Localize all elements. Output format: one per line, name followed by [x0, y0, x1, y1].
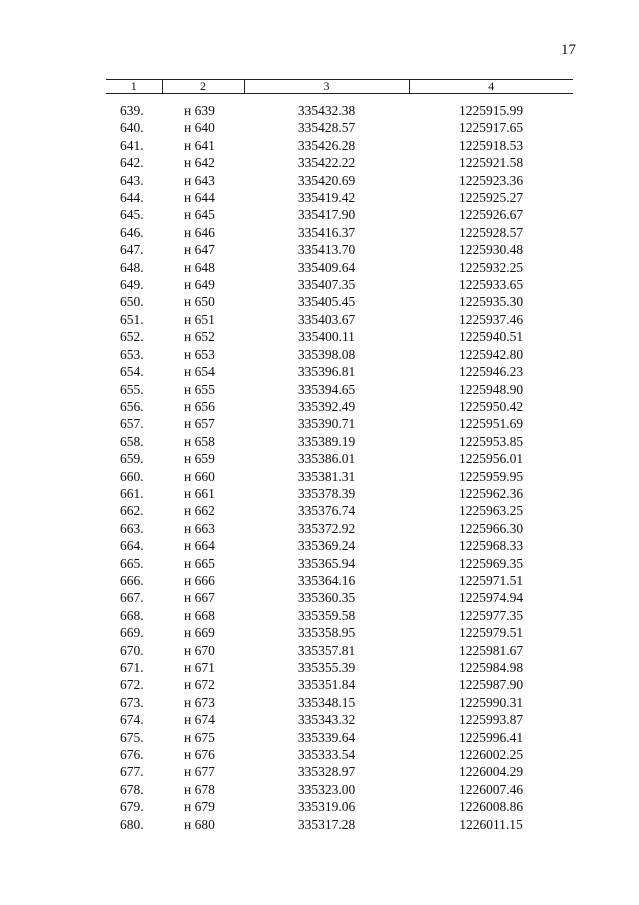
point-index: 643. [120, 172, 144, 188]
table-row [106, 206, 573, 223]
coord-y: 1225930.48 [458, 242, 524, 258]
table-row [106, 676, 573, 693]
coord-y: 1225940.51 [458, 329, 524, 345]
point-label: н 643 [184, 172, 215, 188]
point-index: 659. [120, 451, 144, 467]
coord-x: 335396.81 [297, 364, 356, 380]
point-index: 667. [120, 590, 144, 606]
coord-y: 1225977.35 [458, 607, 524, 623]
table-row [106, 189, 573, 206]
point-index: 648. [120, 259, 144, 275]
coord-x: 335343.32 [297, 712, 356, 728]
table-row [106, 346, 573, 363]
header-col-2: 2 [162, 80, 244, 94]
coord-y: 1225921.58 [458, 155, 524, 171]
point-label: н 646 [184, 224, 215, 240]
point-index: 661. [120, 485, 144, 501]
table-row [106, 224, 573, 241]
point-label: н 670 [184, 642, 215, 658]
coord-y: 1225996.41 [458, 729, 524, 745]
point-index: 651. [120, 311, 144, 327]
coord-y: 1225942.80 [458, 346, 524, 362]
table-row [106, 798, 573, 815]
point-label: н 669 [184, 625, 215, 641]
table-row [106, 746, 573, 763]
coord-y: 1226004.29 [458, 764, 524, 780]
point-label: н 656 [184, 398, 215, 414]
point-index: 660. [120, 468, 144, 484]
coord-y: 1226007.46 [458, 781, 524, 797]
coord-y: 1225932.25 [458, 259, 524, 275]
table-row [106, 537, 573, 554]
point-label: н 663 [184, 520, 215, 536]
coord-x: 335364.16 [297, 572, 356, 588]
coord-y: 1225969.35 [458, 555, 524, 571]
coord-y: 1225959.95 [458, 468, 524, 484]
point-index: 652. [120, 329, 144, 345]
coord-x: 335359.58 [297, 607, 356, 623]
table-row [106, 172, 573, 189]
header-col-4: 4 [409, 80, 573, 94]
coord-x: 335386.01 [297, 451, 356, 467]
point-label: н 647 [184, 242, 215, 258]
page-number: 17 [561, 42, 576, 58]
point-index: 650. [120, 294, 144, 310]
point-label: н 672 [184, 677, 215, 693]
point-label: н 658 [184, 433, 215, 449]
coord-x: 335417.90 [297, 207, 356, 223]
coord-y: 1225981.67 [458, 642, 524, 658]
coord-x: 335369.24 [297, 538, 356, 554]
coord-x: 335328.97 [297, 764, 356, 780]
point-label: н 650 [184, 294, 215, 310]
point-label: н 655 [184, 381, 215, 397]
point-label: н 677 [184, 764, 215, 780]
coord-x: 335376.74 [297, 503, 356, 519]
point-index: 673. [120, 694, 144, 710]
table-row [106, 468, 573, 485]
coord-y: 1226002.25 [458, 747, 524, 763]
table-row [106, 293, 573, 310]
point-label: н 652 [184, 329, 215, 345]
coord-y: 1225979.51 [458, 625, 524, 641]
table-row [106, 711, 573, 728]
point-label: н 651 [184, 311, 215, 327]
coord-x: 335360.35 [297, 590, 356, 606]
coord-x: 335323.00 [297, 781, 356, 797]
point-index: 669. [120, 625, 144, 641]
table-row [106, 259, 573, 276]
coord-x: 335348.15 [297, 694, 356, 710]
coord-x: 335392.49 [297, 398, 356, 414]
coord-y: 1225953.85 [458, 433, 524, 449]
point-index: 675. [120, 729, 144, 745]
coordinates-table [106, 79, 573, 833]
coord-y: 1225968.33 [458, 538, 524, 554]
coord-y: 1225933.65 [458, 277, 524, 293]
table-row [106, 276, 573, 293]
table-row [106, 433, 573, 450]
coord-y: 1225948.90 [458, 381, 524, 397]
coord-y: 1225915.99 [458, 103, 524, 118]
point-label: н 660 [184, 468, 215, 484]
coord-x: 335398.08 [297, 346, 356, 362]
point-label: н 659 [184, 451, 215, 467]
point-label: н 653 [184, 346, 215, 362]
table-row [106, 729, 573, 746]
table-row [106, 694, 573, 711]
coord-y: 1225928.57 [458, 224, 524, 240]
coord-y: 1225984.98 [458, 660, 524, 675]
point-label: н 679 [184, 799, 215, 815]
table-row [106, 589, 573, 606]
point-index: 639. [120, 103, 144, 118]
table-header [106, 80, 573, 94]
point-index: 653. [120, 346, 144, 362]
coord-x: 335319.06 [297, 799, 356, 815]
point-index: 655. [120, 381, 144, 397]
table-row [106, 572, 573, 589]
table-row [106, 381, 573, 398]
point-label: н 639 [184, 103, 215, 118]
table-row [106, 607, 573, 624]
coord-x: 335389.19 [297, 433, 356, 449]
point-index: 674. [120, 712, 144, 728]
point-label: н 668 [184, 607, 215, 623]
coord-x: 335358.95 [297, 625, 356, 641]
table-row [106, 311, 573, 328]
point-index: 644. [120, 190, 144, 206]
point-index: 658. [120, 433, 144, 449]
coord-y: 1225937.46 [458, 311, 524, 327]
point-index: 668. [120, 607, 144, 623]
coord-x: 335403.67 [297, 311, 356, 327]
point-label: н 642 [184, 155, 215, 171]
coord-y: 1225987.90 [458, 677, 524, 693]
coord-x: 335365.94 [297, 555, 356, 571]
coord-y: 1225963.25 [458, 503, 524, 519]
point-label: н 667 [184, 590, 215, 606]
point-index: 645. [120, 207, 144, 223]
point-label: н 654 [184, 364, 215, 380]
point-index: 678. [120, 781, 144, 797]
table-row [106, 659, 573, 676]
table-row [106, 94, 573, 120]
coord-y: 1225951.69 [458, 416, 524, 432]
point-label: н 665 [184, 555, 215, 571]
point-index: 664. [120, 538, 144, 554]
coord-x: 335413.70 [297, 242, 356, 258]
coord-y: 1225918.53 [458, 137, 524, 153]
table-row [106, 502, 573, 519]
point-index: 665. [120, 555, 144, 571]
point-label: н 675 [184, 729, 215, 745]
point-label: н 662 [184, 503, 215, 519]
table-row [106, 137, 573, 154]
point-label: н 648 [184, 259, 215, 275]
point-index: 647. [120, 242, 144, 258]
coord-x: 335422.22 [297, 155, 356, 171]
coord-y: 1225956.01 [458, 451, 524, 467]
coord-x: 335426.28 [297, 137, 356, 153]
coord-y: 1225971.51 [458, 572, 524, 588]
table-body [106, 94, 573, 834]
coord-x: 335351.84 [297, 677, 356, 693]
point-index: 656. [120, 398, 144, 414]
point-label: н 666 [184, 572, 215, 588]
point-label: н 664 [184, 538, 215, 554]
table-row [106, 328, 573, 345]
coord-y: 1226011.15 [459, 816, 523, 832]
coord-x: 335394.65 [297, 381, 356, 397]
point-index: 641. [120, 137, 144, 153]
point-index: 677. [120, 764, 144, 780]
coord-x: 335407.35 [297, 277, 356, 293]
point-label: н 661 [184, 485, 215, 501]
point-index: 649. [120, 277, 144, 293]
coord-x: 335420.69 [297, 172, 356, 188]
coord-y: 1225993.87 [458, 712, 524, 728]
coord-y: 1225923.36 [458, 172, 524, 188]
point-index: 679. [120, 799, 144, 815]
coord-y: 1225926.67 [458, 207, 524, 223]
table-row [106, 781, 573, 798]
coord-x: 335409.64 [297, 259, 356, 275]
coord-x: 335400.11 [298, 329, 355, 345]
point-index: 671. [120, 660, 144, 675]
coord-x: 335428.57 [297, 120, 356, 136]
coord-x: 335357.81 [297, 642, 356, 658]
header-col-3: 3 [244, 80, 409, 94]
coord-y: 1225925.27 [458, 190, 524, 206]
point-index: 676. [120, 747, 144, 763]
table-row [106, 763, 573, 780]
point-label: н 674 [184, 712, 215, 728]
coord-x: 335372.92 [297, 520, 356, 536]
point-index: 657. [120, 416, 144, 432]
coord-x: 335339.64 [297, 729, 356, 745]
point-label: н 657 [184, 416, 215, 432]
table-row [106, 555, 573, 572]
point-index: 670. [120, 642, 144, 658]
point-label: н 678 [184, 781, 215, 797]
coord-y: 1225917.65 [458, 120, 524, 136]
table-row [106, 241, 573, 258]
coord-y: 1225974.94 [458, 590, 524, 606]
table-row [106, 119, 573, 136]
point-index: 654. [120, 364, 144, 380]
header-col-1: 1 [106, 80, 162, 94]
point-label: н 644 [184, 190, 215, 206]
coord-y: 1225962.36 [458, 485, 524, 501]
coord-x: 335381.31 [297, 468, 356, 484]
coord-y: 1225950.42 [458, 398, 524, 414]
coord-x: 335333.54 [297, 747, 356, 763]
point-label: н 676 [184, 747, 215, 763]
point-index: 640. [120, 120, 144, 136]
point-index: 672. [120, 677, 144, 693]
point-index: 646. [120, 224, 144, 240]
point-label: н 673 [184, 694, 215, 710]
header-row [106, 80, 573, 94]
point-label: н 641 [184, 137, 215, 153]
table-row [106, 816, 573, 833]
coord-x: 335378.39 [297, 485, 356, 501]
table-row [106, 520, 573, 537]
coord-x: 335390.71 [297, 416, 356, 432]
point-label: н 645 [184, 207, 215, 223]
point-index: 663. [120, 520, 144, 536]
coord-x: 335405.45 [297, 294, 356, 310]
table-row [106, 485, 573, 502]
coord-y: 1225946.23 [458, 364, 524, 380]
point-index: 666. [120, 572, 144, 588]
coord-x: 335419.42 [297, 190, 356, 206]
point-label: н 671 [184, 660, 215, 675]
coord-y: 1225990.31 [458, 694, 524, 710]
point-label: н 680 [184, 816, 215, 832]
table-row [106, 450, 573, 467]
table-row [106, 642, 573, 659]
table-row [106, 624, 573, 641]
point-index: 662. [120, 503, 144, 519]
coord-x: 335416.37 [297, 224, 356, 240]
point-label: н 640 [184, 120, 215, 136]
coord-x: 335355.39 [297, 660, 356, 675]
point-index: 680. [120, 816, 144, 832]
table-row [106, 398, 573, 415]
point-label: н 649 [184, 277, 215, 293]
coord-y: 1225966.30 [458, 520, 524, 536]
coord-y: 1225935.30 [458, 294, 524, 310]
table-row [106, 363, 573, 380]
table-row [106, 415, 573, 432]
coord-x: 335432.38 [297, 103, 356, 118]
coord-x: 335317.28 [297, 816, 356, 832]
coord-y: 1226008.86 [458, 799, 524, 815]
table-row [106, 154, 573, 171]
point-index: 642. [120, 155, 144, 171]
